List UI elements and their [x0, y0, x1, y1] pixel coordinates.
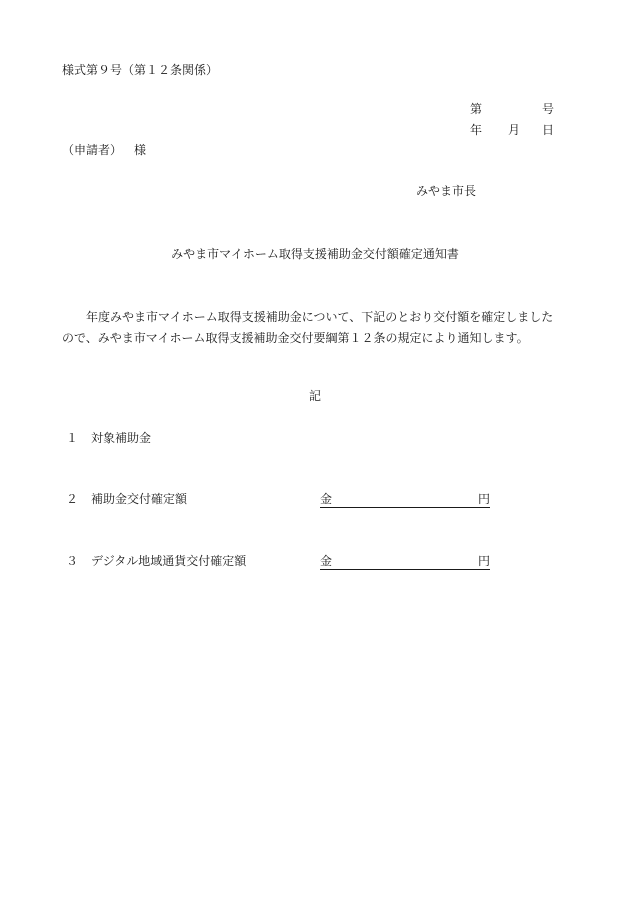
item-label: 補助金交付確定額 — [91, 492, 188, 506]
amount-prefix: 金 — [320, 492, 333, 506]
subsidy-amount-field — [320, 493, 490, 508]
body-text — [62, 307, 572, 349]
item-digital-currency-amount — [62, 555, 246, 567]
item-label: デジタル地域通貨交付確定額 — [91, 554, 247, 568]
applicant-label: （申請者） — [62, 143, 123, 157]
item-subsidy-amount — [62, 493, 187, 505]
doc-number-prefix: 第 — [470, 102, 483, 116]
item-number: ２ — [66, 492, 79, 506]
digital-currency-amount-field — [320, 555, 490, 570]
item-number: ３ — [66, 554, 79, 568]
issuer-name: みやま市長 — [416, 184, 477, 198]
amount-suffix: 円 — [477, 554, 490, 568]
ki-heading: 記 — [308, 389, 321, 403]
amount-suffix: 円 — [477, 492, 490, 506]
form-number: 様式第９号（第１２条関係） — [62, 63, 219, 77]
applicant-line — [62, 144, 146, 156]
body-line-1: 年度みやま市マイホーム取得支援補助金について、下記のとおり交付額を確定しました — [86, 310, 554, 324]
document-title: みやま市マイホーム取得支援補助金交付額確定通知書 — [171, 247, 459, 261]
date-year: 年 — [470, 123, 483, 137]
applicant-honorific: 様 — [134, 143, 147, 157]
date-day: 日 — [542, 123, 555, 137]
item-label: 対象補助金 — [91, 431, 152, 445]
amount-prefix: 金 — [320, 554, 333, 568]
body-line-2: ので、みやま市マイホーム取得支援補助金交付要綱第１２条の規定により通知します。 — [62, 331, 529, 345]
date-month: 月 — [508, 123, 521, 137]
doc-number-suffix: 号 — [542, 102, 555, 116]
item-number: １ — [66, 431, 79, 445]
item-target-subsidy — [62, 432, 151, 444]
